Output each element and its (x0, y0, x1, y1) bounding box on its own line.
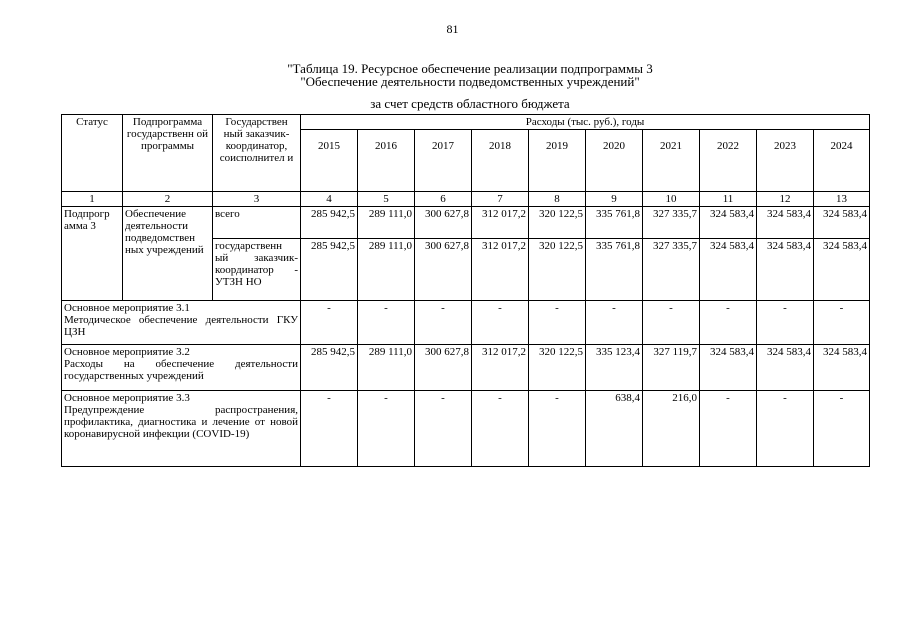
header-row-1 (62, 115, 870, 130)
subprogram-status: Подпрогр амма 3 (62, 207, 123, 301)
header-status: Статус (62, 115, 123, 192)
value-cell: 638,4 (586, 391, 643, 467)
value-cell: 320 122,5 (529, 345, 586, 391)
measure-description (62, 391, 301, 467)
value-cell: - (472, 391, 529, 467)
column-number: 5 (358, 192, 415, 207)
column-number: 4 (301, 192, 358, 207)
value-cell: 300 627,8 (415, 345, 472, 391)
value-cell: - (700, 301, 757, 345)
value-cell: - (814, 391, 870, 467)
value-cell: - (529, 391, 586, 467)
subprogram-total-row (62, 207, 870, 239)
column-number: 3 (213, 192, 301, 207)
value-cell: 324 583,4 (814, 207, 870, 239)
value-cell: 320 122,5 (529, 239, 586, 301)
value-cell: 324 583,4 (757, 239, 814, 301)
header-year: 2017 (415, 130, 472, 192)
measure-row-3-3 (62, 391, 870, 467)
subprogram-name: Обеспечение деятельности подведомствен ных учреждений (123, 207, 213, 301)
header-year: 2020 (586, 130, 643, 192)
value-cell: 327 335,7 (643, 239, 700, 301)
header-year: 2022 (700, 130, 757, 192)
measure-title: Основное мероприятие 3.1 (64, 302, 190, 314)
value-cell: 289 111,0 (358, 207, 415, 239)
value-cell: - (415, 391, 472, 467)
value-cell: 216,0 (643, 391, 700, 467)
measure-title: Основное мероприятие 3.3 (64, 392, 190, 404)
value-cell: - (586, 301, 643, 345)
value-cell: - (415, 301, 472, 345)
table-title-line-2: "Обеспечение деятельности подведомственных учреждений" (300, 74, 640, 89)
value-cell: 327 119,7 (643, 345, 700, 391)
header-year: 2016 (358, 130, 415, 192)
value-cell: - (700, 391, 757, 467)
value-cell: 289 111,0 (358, 239, 415, 301)
value-cell: 312 017,2 (472, 239, 529, 301)
header-customer: Государствен ный заказчик-координатор, соисполнител и (213, 115, 301, 192)
column-number: 13 (814, 192, 870, 207)
column-number: 1 (62, 192, 123, 207)
value-cell: 320 122,5 (529, 207, 586, 239)
measure-title: Основное мероприятие 3.2 (64, 346, 190, 358)
header-year: 2015 (301, 130, 358, 192)
resource-table (61, 114, 870, 467)
column-number: 6 (415, 192, 472, 207)
header-year: 2018 (472, 130, 529, 192)
value-cell: 335 761,8 (586, 239, 643, 301)
header-expenses: Расходы (тыс. руб.), годы (301, 115, 870, 130)
value-cell: - (358, 301, 415, 345)
value-cell: 285 942,5 (301, 239, 358, 301)
header-year: 2024 (814, 130, 870, 192)
value-cell: - (301, 391, 358, 467)
value-cell: - (757, 301, 814, 345)
measure-row-3-1 (62, 301, 870, 345)
column-number: 9 (586, 192, 643, 207)
value-cell: 300 627,8 (415, 239, 472, 301)
column-number: 11 (700, 192, 757, 207)
column-number: 12 (757, 192, 814, 207)
column-number: 7 (472, 192, 529, 207)
value-cell: 335 123,4 (586, 345, 643, 391)
page-number: 81 (446, 22, 459, 36)
value-cell: - (472, 301, 529, 345)
column-number: 10 (643, 192, 700, 207)
value-cell: 324 583,4 (700, 345, 757, 391)
customer-coordinator: государственн ый заказчик-координатор - УТЗН НО (213, 239, 301, 301)
customer-total: всего (213, 207, 301, 239)
value-cell: 335 761,8 (586, 207, 643, 239)
value-cell: 327 335,7 (643, 207, 700, 239)
value-cell: 324 583,4 (814, 239, 870, 301)
measure-description (62, 301, 301, 345)
value-cell: - (529, 301, 586, 345)
value-cell: - (358, 391, 415, 467)
value-cell: 312 017,2 (472, 207, 529, 239)
value-cell: 312 017,2 (472, 345, 529, 391)
value-cell: 324 583,4 (757, 345, 814, 391)
measure-text: Предупреждение распространения, профилактика, диагностика и лечение от новой коронавирусной инфекции (COVID-19) (64, 404, 298, 440)
header-year: 2021 (643, 130, 700, 192)
measure-text: Расходы на обеспечение деятельности государственных учреждений (64, 358, 298, 382)
value-cell: 285 942,5 (301, 345, 358, 391)
header-year: 2019 (529, 130, 586, 192)
value-cell: - (301, 301, 358, 345)
header-year: 2023 (757, 130, 814, 192)
measure-text: Методическое обеспечение деятельности ГКУ ЦЗН (64, 314, 298, 338)
column-number: 2 (123, 192, 213, 207)
measure-description (62, 345, 301, 391)
value-cell: - (757, 391, 814, 467)
value-cell: 300 627,8 (415, 207, 472, 239)
measure-row-3-2 (62, 345, 870, 391)
value-cell: - (814, 301, 870, 345)
value-cell: - (643, 301, 700, 345)
value-cell: 324 583,4 (700, 207, 757, 239)
column-number: 8 (529, 192, 586, 207)
value-cell: 289 111,0 (358, 345, 415, 391)
value-cell: 324 583,4 (700, 239, 757, 301)
table-title-line-1: "Таблица 19. Ресурсное обеспечение реализации подпрограммы 3 (287, 61, 653, 76)
column-number-row (62, 192, 870, 207)
value-cell: 324 583,4 (814, 345, 870, 391)
value-cell: 285 942,5 (301, 207, 358, 239)
value-cell: 324 583,4 (757, 207, 814, 239)
header-subprogram: Подпрограмма государственн ой программы (123, 115, 213, 192)
table-title-line-3: за счет средств областного бюджета (370, 96, 570, 111)
